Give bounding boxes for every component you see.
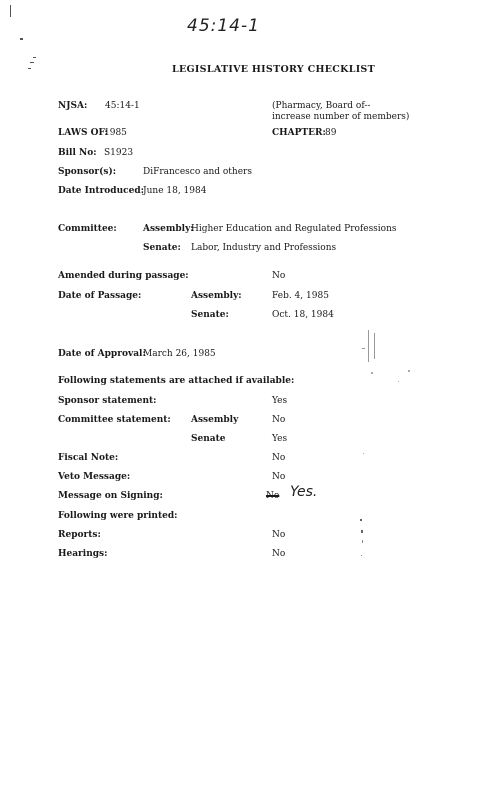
bill-no-value: S1923 <box>104 148 134 158</box>
committee-senate-label: Senate: <box>143 243 181 253</box>
sponsors-value: DiFrancesco and others <box>143 167 252 177</box>
laws-of-value: 1985 <box>104 128 127 138</box>
committee-statement-assembly-value: No <box>272 415 286 425</box>
sponsor-statement-label: Sponsor statement: <box>58 396 157 406</box>
chapter-value: 89 <box>325 128 337 138</box>
message-on-signing-label: Message on Signing: <box>58 491 163 501</box>
page-title: LEGISLATIVE HISTORY CHECKLIST <box>172 64 375 75</box>
committee-statement-senate-value: Yes <box>272 434 288 444</box>
committee-assembly-label: Assembly: <box>143 224 194 234</box>
committee-statement-label: Committee statement: <box>58 415 171 425</box>
approval-label: Date of Approval: <box>58 349 146 359</box>
passage-senate-label: Senate: <box>191 310 229 320</box>
sponsors-label: Sponsor(s): <box>58 167 117 177</box>
veto-message-value: No <box>272 472 286 482</box>
passage-senate-value: Oct. 18, 1984 <box>272 310 334 320</box>
hearings-value: No <box>272 549 286 559</box>
amended-label: Amended during passage: <box>58 271 189 281</box>
message-on-signing-struck-value: No <box>266 491 280 501</box>
date-introduced-label: Date Introduced: <box>58 186 144 196</box>
passage-assembly-value: Feb. 4, 1985 <box>272 291 329 301</box>
hearings-label: Hearings: <box>58 549 108 559</box>
committee-label: Committee: <box>58 224 117 234</box>
committee-statement-assembly-label: Assembly <box>191 415 239 425</box>
approval-value: March 26, 1985 <box>143 349 216 359</box>
committee-assembly-value: Higher Education and Regulated Professions <box>191 224 397 234</box>
passage-assembly-label: Assembly: <box>191 291 242 301</box>
njsa-label: NJSA: <box>58 101 88 111</box>
printed-heading: Following were printed: <box>58 511 178 521</box>
committee-statement-senate-label: Senate <box>191 434 226 444</box>
fiscal-note-label: Fiscal Note: <box>58 453 119 463</box>
subject-line-2: increase number of members) <box>272 112 410 122</box>
message-on-signing-handwritten-value: Yes. <box>290 484 318 500</box>
subject-line-1: (Pharmacy, Board of-- <box>272 101 371 111</box>
chapter-label: CHAPTER: <box>272 128 326 138</box>
amended-value: No <box>272 271 286 281</box>
handwritten-statute-number: 45:14-1 <box>187 16 260 36</box>
laws-of-label: LAWS OF: <box>58 128 108 138</box>
reports-value: No <box>272 530 286 540</box>
sponsor-statement-value: Yes <box>272 396 288 406</box>
statements-heading: Following statements are attached if available: <box>58 376 295 386</box>
fiscal-note-value: No <box>272 453 286 463</box>
committee-senate-value: Labor, Industry and Professions <box>191 243 337 253</box>
veto-message-label: Veto Message: <box>58 472 131 482</box>
reports-label: Reports: <box>58 530 101 540</box>
passage-label: Date of Passage: <box>58 291 142 301</box>
bill-no-label: Bill No: <box>58 148 97 158</box>
date-introduced-value: June 18, 1984 <box>143 186 207 196</box>
njsa-value: 45:14-1 <box>105 101 140 111</box>
